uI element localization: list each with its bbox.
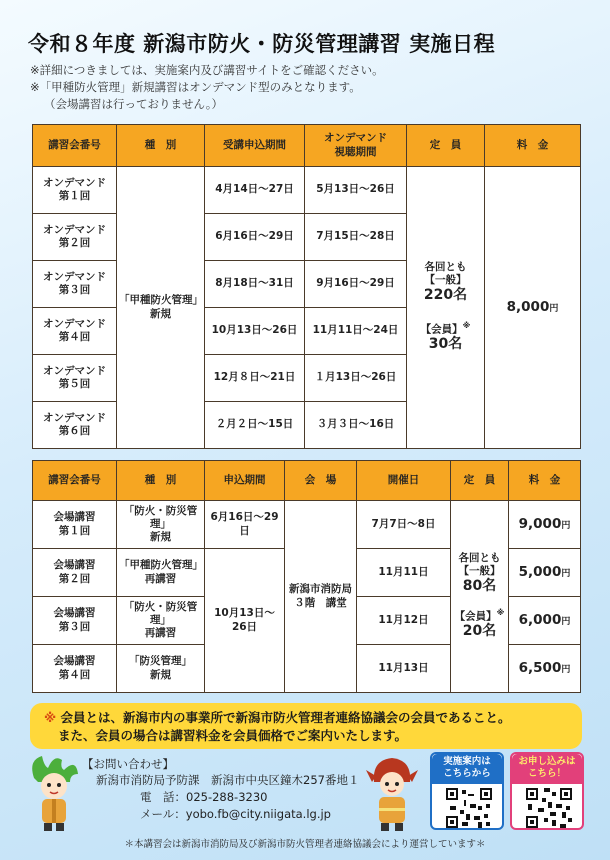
course-no-line1: オンデマンド [43, 364, 106, 377]
view-cell: 7月15日～28日 [305, 214, 407, 261]
header-venue: 会 場 [285, 461, 357, 501]
course-no-line2: 第４回 [58, 668, 91, 681]
course-no-line1: オンデマンド [43, 411, 106, 424]
page-title: 令和８年度 新潟市防火・防災管理講習 実施日程 [28, 32, 496, 56]
capacity-cell [407, 167, 485, 449]
fee-cell [509, 501, 581, 549]
course-no-cell [33, 645, 117, 693]
fee-yen: 円 [561, 569, 571, 580]
header-course-no: 講習会番号 [33, 125, 117, 167]
note-ondemand-only: ※「甲種防火管理」新規講習はオンデマンド型のみとなります。 [30, 80, 361, 94]
course-no-cell [33, 501, 117, 549]
header-fee: 料 金 [509, 461, 581, 501]
apply-cell: 8月18日～31日 [205, 261, 305, 308]
course-no-line1: 会場講習 [53, 655, 96, 668]
fee-value: 5,000 [518, 564, 562, 581]
venue-line1: 新潟市消防局 [289, 583, 352, 596]
type-line1: 「甲種防火管理」 [119, 294, 203, 307]
course-no-cell [33, 549, 117, 597]
view-cell: 5月13日～26日 [305, 167, 407, 214]
qr-card-apply[interactable] [510, 752, 584, 830]
course-no-line2: 第２回 [58, 572, 91, 585]
course-no-line1: 会場講習 [53, 607, 96, 620]
fee-yen: 円 [561, 617, 571, 628]
type-cell [117, 597, 205, 645]
contact-mail[interactable]: メール：yobo.fb@city.niigata.lg.jp [140, 807, 331, 821]
fee-yen: 円 [561, 521, 571, 532]
fee-value: 6,500 [518, 660, 562, 677]
course-no-line1: 会場講習 [53, 511, 96, 524]
course-no-cell [33, 597, 117, 645]
fee-yen: 円 [561, 665, 571, 676]
qr-code-icon[interactable] [526, 788, 572, 828]
capacity-general-label: 【一般】 [458, 565, 501, 578]
apply-cell: 10月13日～26日 [205, 549, 285, 693]
note-no-venue: （会場講習は行っておりません。） [44, 97, 223, 111]
course-no-cell [33, 402, 117, 449]
qr-apply-label-line2: こちら！ [527, 768, 566, 780]
fee-value: 6,000 [518, 612, 562, 629]
notice-mark: ※ [44, 710, 57, 725]
date-cell: 7月7日～8日 [357, 501, 451, 549]
member-notice [30, 703, 582, 749]
type-cell [117, 645, 205, 693]
contact-office: 新潟市消防局予防課 新潟市中央区鐘木257番地１ [96, 773, 360, 787]
course-no-line2: 第２回 [58, 237, 91, 249]
header-date: 開催日 [357, 461, 451, 501]
course-no-line1: オンデマンド [43, 270, 106, 283]
capacity-member-label: 【会員】 [454, 610, 497, 623]
header-view-line1: オンデマンド [324, 132, 387, 145]
capacity-member-mark: ※ [462, 320, 471, 330]
type-line1: 「甲種防火管理」 [119, 559, 203, 572]
type-line2: 新規 [150, 307, 171, 320]
qr-info-label-line2: こちらから [443, 768, 491, 780]
capacity-member: 20名 [462, 623, 497, 640]
table-row [33, 167, 581, 214]
apply-cell: 6月16日～29日 [205, 214, 305, 261]
type-line2: 新規 [150, 668, 171, 681]
mascot-firefighter-character-icon [366, 752, 418, 832]
mascot-green-character-icon [26, 752, 82, 832]
date-cell: 11月13日 [357, 645, 451, 693]
course-no-line1: 会場講習 [53, 559, 96, 572]
apply-cell: ２月２日～15日 [205, 402, 305, 449]
qr-apply-label [512, 754, 582, 784]
capacity-general: 80名 [462, 578, 497, 595]
view-cell: 9月16日～29日 [305, 261, 407, 308]
capacity-general-label: 【一般】 [424, 274, 467, 287]
course-no-line2: 第３回 [58, 284, 91, 296]
apply-cell: 4月14日～27日 [205, 167, 305, 214]
qr-info-label-line1: 実施案内は [443, 756, 491, 767]
type-cell [117, 167, 205, 449]
fee-value: 9,000 [518, 516, 562, 533]
qr-info-label [432, 754, 502, 784]
venue-schedule-table [32, 460, 581, 693]
header-capacity: 定 員 [407, 125, 485, 167]
footer-note: ＊本講習会は新潟市消防局及び新潟市防火管理者連絡協議会により運営しています＊ [124, 839, 486, 850]
course-no-cell [33, 214, 117, 261]
date-cell: 11月11日 [357, 549, 451, 597]
venue-cell [285, 501, 357, 693]
contact-tel: 電 話：025-288-3230 [140, 790, 268, 804]
view-cell: １月13日～26日 [305, 355, 407, 402]
type-line2: 再講習 [144, 572, 177, 585]
course-no-cell [33, 261, 117, 308]
course-no-line2: 第１回 [58, 190, 91, 202]
contact-heading: 【お問い合わせ】 [82, 757, 174, 771]
header-apply-period: 受講申込期間 [205, 125, 305, 167]
header-view-line2: 視聴期間 [334, 145, 377, 158]
type-cell [117, 549, 205, 597]
fee-cell [509, 597, 581, 645]
course-no-line1: オンデマンド [43, 223, 106, 236]
course-no-line1: オンデマンド [43, 176, 106, 189]
course-no-line2: 第５回 [58, 378, 91, 390]
table-row [33, 501, 581, 549]
type-line1: 「防火・防災管理」 [123, 504, 198, 530]
fee-cell [485, 167, 581, 449]
qr-code-icon[interactable] [446, 788, 492, 828]
type-line1: 「防火・防災管理」 [123, 600, 198, 626]
apply-cell: 12月８日～21日 [205, 355, 305, 402]
type-cell [117, 501, 205, 549]
header-capacity: 定 員 [451, 461, 509, 501]
course-no-line2: 第４回 [58, 331, 91, 343]
capacity-member: 30名 [428, 336, 463, 353]
type-line2: 再講習 [144, 627, 177, 640]
course-no-cell [33, 308, 117, 355]
type-line2: 新規 [150, 531, 171, 544]
fee-value: 8,000 [506, 299, 550, 316]
fee-yen: 円 [549, 304, 559, 315]
ondemand-schedule-table [32, 124, 581, 449]
header-type: 種 別 [117, 125, 205, 167]
header-view-period [305, 125, 407, 167]
apply-cell: 10月13日～26日 [205, 308, 305, 355]
fee-cell [509, 549, 581, 597]
venue-line2: ３階 講堂 [294, 596, 347, 609]
capacity-member-label: 【会員】 [420, 323, 463, 336]
capacity-each: 各回とも [424, 261, 467, 274]
course-no-line2: 第３回 [58, 620, 91, 633]
notice-line1: 会員とは、新潟市内の事業所で新潟市防火管理者連絡協議会の会員であること。 [60, 710, 511, 725]
capacity-member-mark: ※ [496, 607, 505, 617]
capacity-each: 各回とも [458, 552, 501, 565]
note-details: ※詳細につきましては、実施案内及び講習サイトをご確認ください。 [30, 63, 384, 77]
header-apply-period: 申込期間 [205, 461, 285, 501]
header-course-no: 講習会番号 [33, 461, 117, 501]
capacity-general: 220名 [423, 287, 468, 304]
date-cell: 11月12日 [357, 597, 451, 645]
course-no-line2: 第６回 [58, 425, 91, 437]
course-no-line1: オンデマンド [43, 317, 106, 330]
capacity-cell [451, 501, 509, 693]
view-cell: ３月３日～16日 [305, 402, 407, 449]
course-no-cell [33, 167, 117, 214]
header-fee: 料 金 [485, 125, 581, 167]
qr-apply-label-line1: お申し込みは [518, 756, 576, 767]
course-no-cell [33, 355, 117, 402]
notice-line2: また、会員の場合は講習料金を会員価格でご案内いたします。 [58, 728, 408, 744]
view-cell: 11月11日～24日 [305, 308, 407, 355]
fee-cell [509, 645, 581, 693]
type-line1: 「防災管理」 [129, 655, 192, 668]
header-type: 種 別 [117, 461, 205, 501]
apply-cell: 6月16日～29日 [205, 501, 285, 549]
qr-card-info[interactable] [430, 752, 504, 830]
course-no-line2: 第１回 [58, 524, 91, 537]
